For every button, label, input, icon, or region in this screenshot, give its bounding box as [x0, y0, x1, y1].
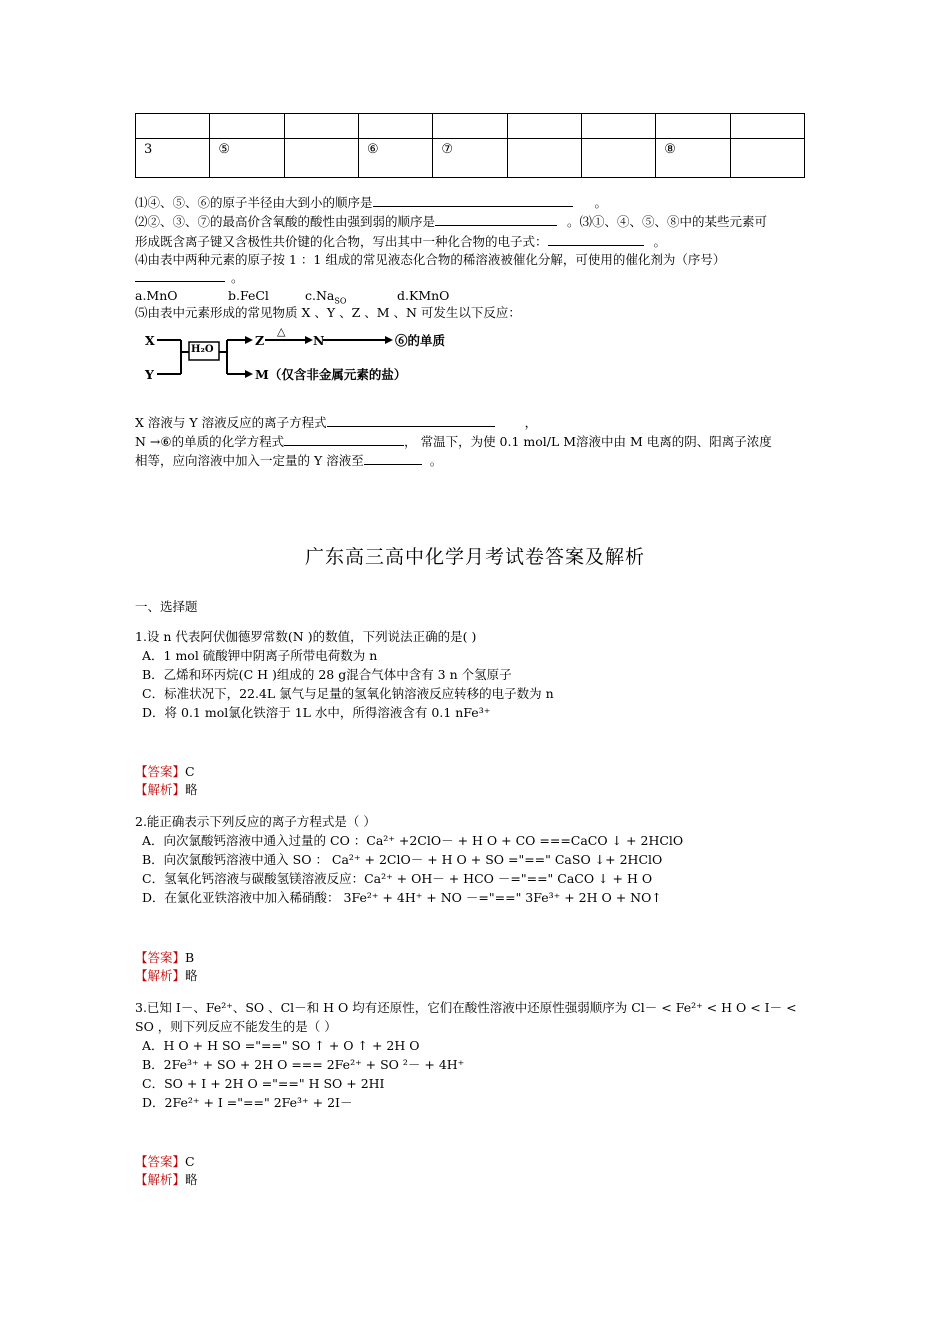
mc-question-2-option-c: C．氢氧化钙溶液与碳酸氢镁溶液反应：Ca²⁺ + OH－ + HCO －="==" CaCO ↓ + H O — [142, 871, 653, 886]
table-cell: ⑦ — [433, 139, 507, 178]
section-heading: 一、选择题 — [135, 599, 198, 614]
answer-blank[interactable] — [548, 232, 644, 246]
table-cell: ⑧ — [656, 139, 730, 178]
table-cell — [284, 139, 358, 178]
reaction-flow-diagram — [145, 325, 465, 382]
answer-blank[interactable] — [364, 451, 422, 465]
table-cell: 3 — [136, 139, 210, 178]
flow-n: N — [313, 333, 325, 348]
mc-question-3-option-b: B．2Fe³⁺ + SO + 2H O === 2Fe²⁺ + SO ²－ + 4H⁺ — [142, 1057, 465, 1072]
mc-question-2-answer: 【答案】B — [135, 950, 195, 965]
mc-question-3-stem: 3.已知 I－、Fe²⁺、SO 、Cl－和 H O 均有还原性，它们在酸性溶液中还原性强弱顺序为 Cl－ < Fe²⁺ < H O < I－ < — [135, 1000, 797, 1015]
option-a: a.MnO — [135, 288, 178, 303]
mc-question-1-answer: 【答案】C — [135, 764, 195, 779]
mc-question-2-option-d: D．在氯化亚铁溶液中加入稀硝酸： 3Fe²⁺ + 4H⁺ + NO －="==" 3Fe³⁺ + 2H O + NO↑ — [142, 890, 662, 905]
question-2: ⑵②、③、⑦的最高价含氧酸的酸性由强到弱的顺序是 。⑶①、④、⑤、⑧中的某些元素可 — [135, 214, 768, 229]
mc-question-1-explanation: 【解析】略 — [135, 782, 198, 797]
flow-x: X — [145, 333, 155, 348]
question-4: ⑷由表中两种元素的原子按 1 ：1 组成的常见液态化合物的稀溶液被催化分解，可使用的催化剂为（序号） — [135, 252, 726, 267]
question-5: ⑸由表中元素形成的常见物质 X 、Y 、Z 、M 、N 可发生以下反应： — [135, 305, 521, 320]
flow-heat: △ — [277, 325, 286, 338]
flow-y: Y — [145, 367, 154, 382]
table-cell: ⑤ — [210, 139, 284, 178]
answer-blank[interactable] — [284, 432, 404, 446]
mc-question-1-option-c: C．标准状况下，22.4L 氯气与足量的氢氧化钠溶液反应转移的电子数为 n — [142, 686, 554, 701]
mc-question-2-stem: 2.能正确表示下列反应的离子方程式是（ ） — [135, 814, 376, 829]
answer-blank[interactable] — [135, 268, 225, 282]
question-5-line-3: 相等，应向溶液中加入一定量的 Y 溶液至 。 — [135, 453, 443, 468]
mc-question-2-option-b: B．向次氯酸钙溶液中通入 SO ： Ca²⁺ + 2ClO－ + H O + SO ="==" CaSO ↓+ 2HClO — [142, 852, 663, 867]
mc-question-1-option-d: D．将 0.1 mol氯化铁溶于 1L 水中，所得溶液含有 0.1 nFe³⁺ — [142, 705, 491, 720]
page-title: 广东高三高中化学月考试卷答案及解析 — [304, 546, 645, 568]
mc-question-3-option-a: A．H O + H SO ="==" SO ↑ + O ↑ + 2H O — [142, 1038, 420, 1053]
mc-question-3-option-c: C．SO + I + 2H O ="==" H SO + 2HI — [142, 1076, 385, 1091]
mc-question-1-option-a: A．1 mol 硫酸钾中阴离子所带电荷数为 n — [142, 648, 378, 663]
element-table — [135, 113, 805, 178]
answer-blank[interactable] — [373, 193, 573, 207]
table-row — [136, 139, 805, 178]
table-cell: ⑥ — [358, 139, 432, 178]
answer-blank[interactable] — [327, 413, 495, 427]
flow-z: Z — [255, 333, 265, 348]
table-row — [136, 114, 805, 139]
mc-question-2-option-a: A．向次氯酸钙溶液中通入过量的 CO ：Ca²⁺ +2ClO－ + H O + CO ===CaCO ↓ + 2HClO — [142, 833, 684, 848]
mc-question-2-explanation: 【解析】略 — [135, 968, 198, 983]
mc-question-1-option-b: B．乙烯和环丙烷(C H )组成的 28 g混合气体中含有 3 n 个氢原子 — [142, 667, 512, 682]
option-b: b.FeCl — [228, 288, 269, 303]
flow-m: M（仅含非金属元素的盐） — [255, 367, 407, 382]
question-4-blank: 。 — [135, 268, 244, 287]
mc-question-3-stem-cont: SO ，则下列反应不能发生的是（ ） — [135, 1019, 337, 1034]
question-5-line-1: X 溶液与 Y 溶液反应的离子方程式 ， — [135, 415, 538, 430]
flow-single-substance: ⑥的单质 — [395, 333, 446, 348]
mc-question-3-option-d: D．2Fe²⁺ + I ="==" 2Fe³⁺ + 2I－ — [142, 1095, 353, 1110]
table-cell — [581, 139, 655, 178]
option-c: $c.Na_{SO}$ — [305, 288, 347, 306]
answer-blank[interactable] — [435, 212, 557, 226]
mc-question-3-answer: 【答案】C — [135, 1154, 195, 1169]
flow-h2o: H₂O — [191, 344, 214, 355]
table-cell — [507, 139, 581, 178]
question-5-line-2: N →⑥的单质的化学方程式 ， 常温下，为使 0.1 mol/L M溶液中由 M 电离的阴、阳离子浓度 — [135, 434, 772, 449]
option-d: d.KMnO — [397, 288, 450, 303]
table-cell — [730, 139, 804, 178]
mc-question-1-stem: 1.设 n 代表阿伏伽德罗常数(N )的数值，下列说法正确的是( ) — [135, 629, 477, 644]
question-3: 形成既含离子键又含极性共价键的化合物，写出其中一种化合物的电子式： 。 — [135, 234, 667, 249]
question-1: ⑴④、⑤、⑥的原子半径由大到小的顺序是 。 — [135, 195, 608, 210]
mc-question-3-explanation: 【解析】略 — [135, 1172, 198, 1187]
